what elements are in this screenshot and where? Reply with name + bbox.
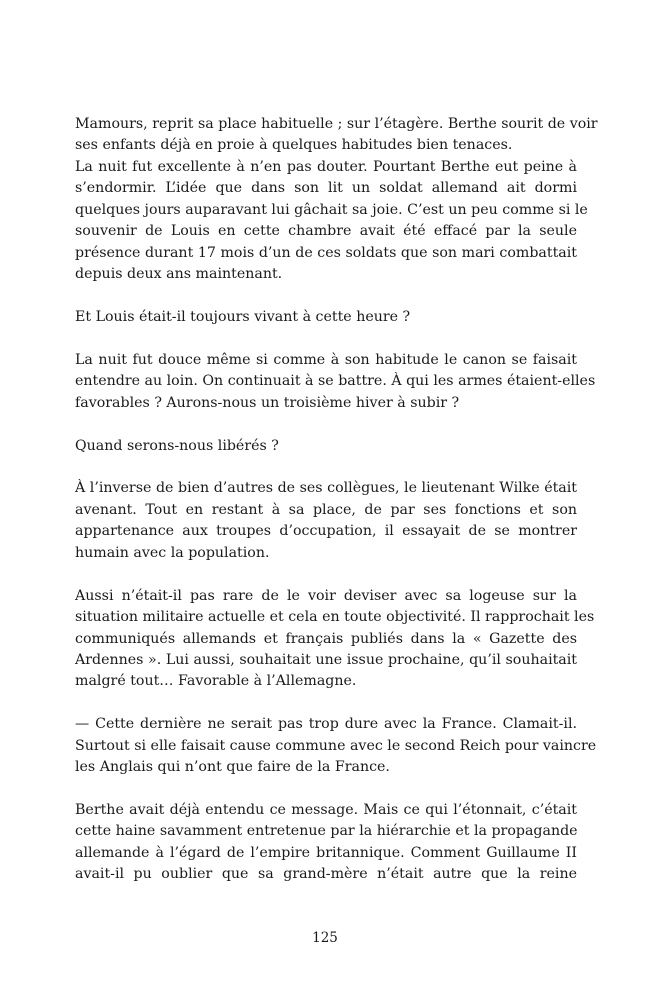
text-line: quelques jours auparavant lui gâchait sa joie. C’est un peu comme si le — [75, 201, 588, 218]
paragraph — [75, 157, 588, 286]
text-line: communiqués allemands et français publiés dans la « Gazette des — [75, 630, 577, 647]
text-line: Surtout si elle faisait cause commune avec le second Reich pour vaincre — [75, 737, 597, 754]
text-line: allemande à l’égard de l’empire britannique. Comment Guillaume II — [75, 844, 577, 861]
text-line: présence durant 17 mois d’un de ces soldats que son mari combattait — [75, 244, 577, 261]
paragraph — [75, 350, 596, 414]
page-number: 125 — [312, 930, 338, 946]
text-line: situation militaire actuelle et cela en toute objectivité. Il rapprochait les — [75, 609, 595, 626]
text-line: Quand serons-nous libérés ? — [75, 437, 279, 454]
text-line: entendre au loin. On continuait à se battre. À qui les armes étaient-elles — [75, 373, 596, 390]
text-line: — Cette dernière ne serait pas trop dure avec la France. Clamait-il. — [75, 716, 577, 733]
paragraph — [75, 714, 597, 778]
text-line: malgré tout… Favorable à l’Allemagne. — [75, 673, 357, 690]
text-line: s’endormir. L’idée que dans son lit un soldat allemand ait dormi — [75, 180, 577, 197]
text-line: avait-il pu oublier que sa grand-mère n’était autre que la reine — [75, 866, 577, 883]
paragraph — [75, 800, 577, 886]
paragraph — [75, 436, 577, 457]
text-line: À l’inverse de bien d’autres de ses collègues, le lieutenant Wilke était — [75, 480, 577, 497]
paragraph — [75, 114, 598, 157]
page-body — [75, 114, 598, 907]
paragraph — [75, 586, 595, 693]
text-line: Mamours, reprit sa place habituelle ; sur l’étagère. Berthe sourit de voir — [75, 116, 598, 132]
text-line: souvenir de Louis en cette chambre avait été effacé par la seule — [75, 223, 577, 240]
text-line: humain avec la population. — [75, 544, 270, 561]
text-line: avenant. Tout en restant à sa place, de par ses fonctions et son — [75, 501, 577, 518]
text-line: les Anglais qui n’ont que faire de la France. — [75, 759, 390, 776]
text-line: Ardennes ». Lui aussi, souhaitait une issue prochaine, qu’il souhaitait — [75, 651, 577, 668]
paragraph — [75, 478, 577, 564]
text-line: favorables ? Aurons-nous un troisième hiver à subir ? — [75, 394, 460, 411]
text-line: appartenance aux troupes d’occupation, il essayait de se montrer — [75, 523, 577, 540]
text-line: ses enfants déjà en proie à quelques habitudes bien tenaces. — [75, 137, 513, 154]
text-line: La nuit fut excellente à n’en pas douter. Pourtant Berthe eut peine à — [75, 158, 577, 175]
text-line: Et Louis était-il toujours vivant à cette heure ? — [75, 308, 411, 325]
text-line: Aussi n’était-il pas rare de le voir deviser avec sa logeuse sur la — [75, 587, 577, 604]
text-line: La nuit fut douce même si comme à son habitude le canon se faisait — [75, 351, 577, 368]
text-line: depuis deux ans maintenant. — [75, 266, 283, 283]
paragraph — [75, 307, 577, 328]
text-line: Berthe avait déjà entendu ce message. Mais ce qui l’étonnait, c’était — [75, 802, 577, 818]
text-line: cette haine savamment entretenue par la hiérarchie et la propagande — [75, 823, 578, 840]
